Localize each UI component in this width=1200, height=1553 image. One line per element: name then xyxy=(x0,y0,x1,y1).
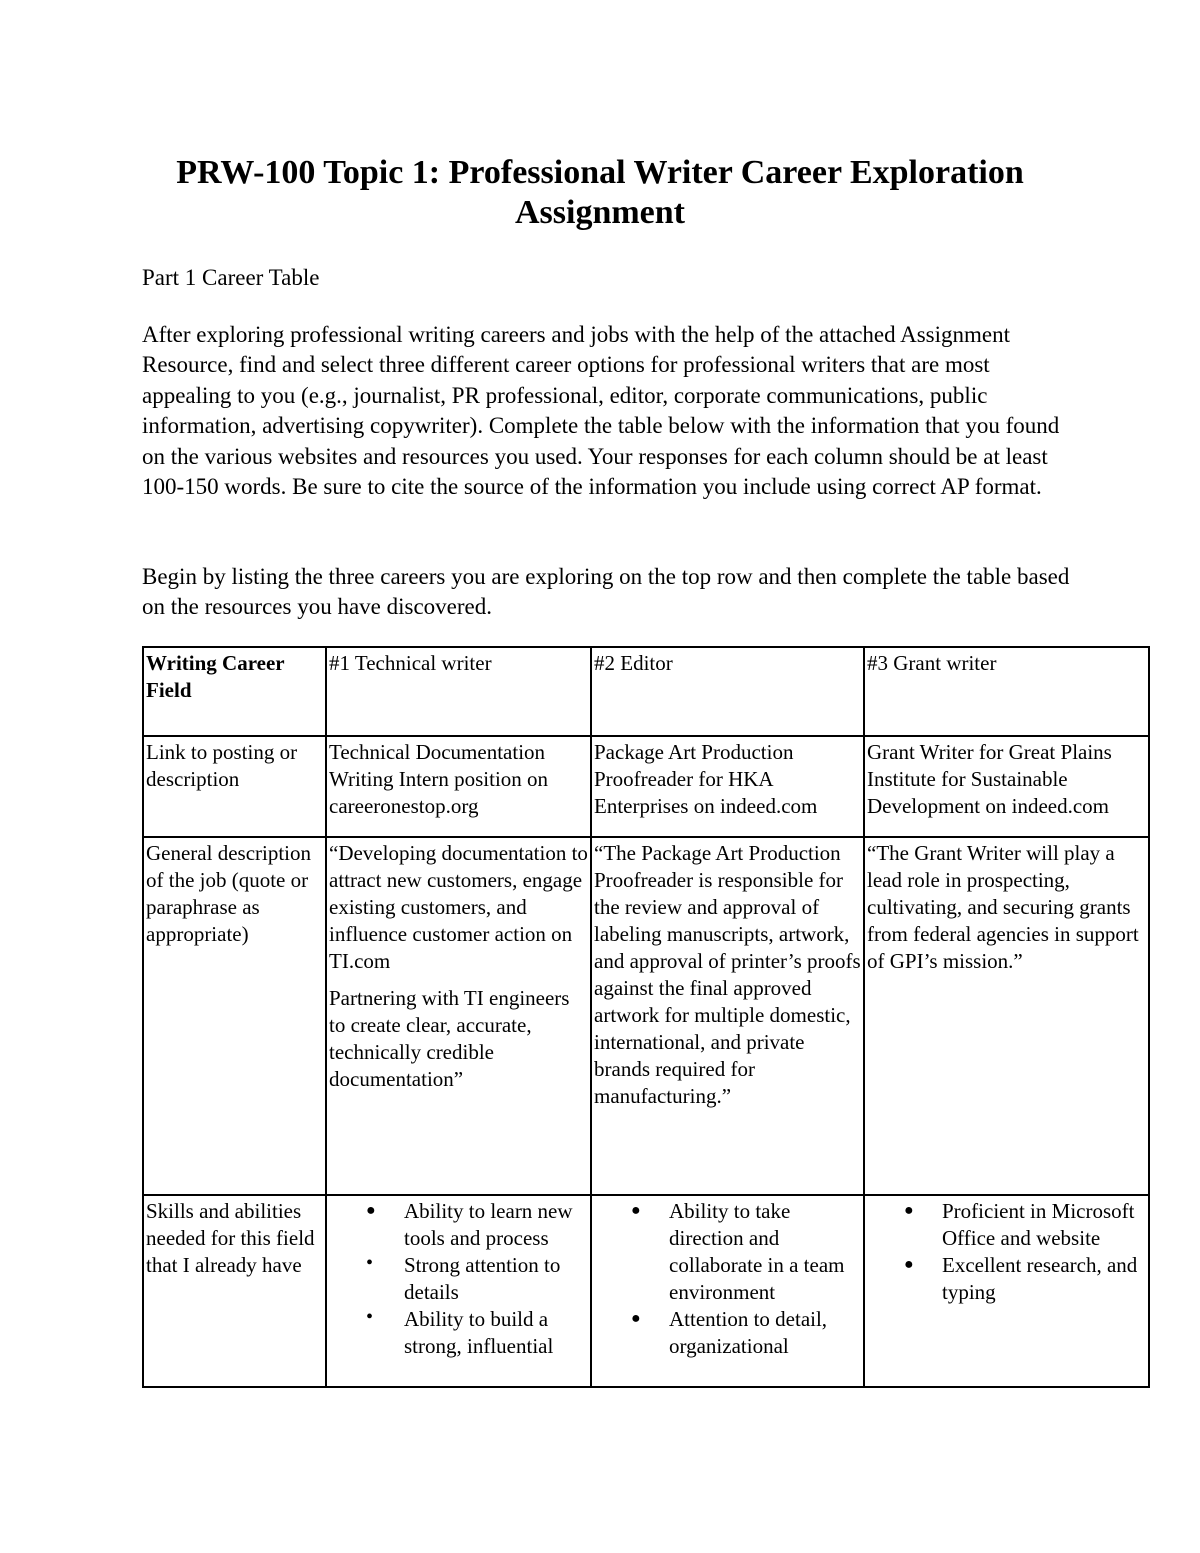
career1-header-cell: #1 Technical writer xyxy=(326,647,591,736)
document-title: PRW-100 Topic 1: Professional Writer Career Exploration Assignment xyxy=(176,154,1024,231)
career1-description-cell xyxy=(326,837,591,1195)
table-row-header xyxy=(143,647,1149,736)
table-row-link xyxy=(143,736,1149,837)
career2-header-cell: #2 Editor xyxy=(591,647,864,736)
career3-header-cell: #3 Grant writer xyxy=(864,647,1149,736)
part-heading: Part 1 Career Table xyxy=(142,265,320,290)
career1-description-part1: “Developing documentation to attract new customers, engage existing customers, and influence customer action on TI.com xyxy=(329,841,588,973)
list-item: • Strong attention to details xyxy=(404,1252,588,1306)
career-table xyxy=(142,646,1150,1388)
field-label-cell: Writing Career Field xyxy=(143,647,326,736)
description-label-cell: General description of the job (quote or paraphrase as appropriate) xyxy=(143,837,326,1195)
career2-description-cell: “The Package Art Production Proofreader is responsible for the review and approval of labeling manuscripts, artwork, and approval of printer’s proofs against the final approved artwork for multiple domestic, international, and private brands required for manufacturing.” xyxy=(591,837,864,1195)
career2-link-cell: Package Art Production Proofreader for HKA Enterprises on indeed.com xyxy=(591,736,864,837)
list-item: ● Ability to take direction and collaborate in a team environment xyxy=(669,1198,861,1306)
list-item: ● Attention to detail, organizational xyxy=(669,1306,861,1360)
career2-skills-list xyxy=(594,1198,861,1360)
career3-description-cell: “The Grant Writer will play a lead role in prospecting, cultivating, and securing grants from federal agencies in support of GPI’s mission.” xyxy=(864,837,1149,1195)
list-item: ● Proficient in Microsoft Office and website xyxy=(942,1198,1146,1252)
list-item: ● Ability to learn new tools and process xyxy=(404,1198,588,1252)
career3-skills-list xyxy=(867,1198,1146,1306)
table-row-skills xyxy=(143,1195,1149,1387)
list-item: ● Excellent research, and typing xyxy=(942,1252,1146,1306)
list-item: • Ability to build a strong, influential xyxy=(404,1306,588,1360)
instructions-paragraph: After exploring professional writing careers and jobs with the help of the attached Assignment Resource, find and select three different career options for professional writers that are most appealing to you (e.g., journalist, PR professional, editor, corporate communications, public information, advertising copywriter). Complete the table below with the information that you found on the various websites and resources you used. Your responses for each column should be at least 100-150 words. Be sure to cite the source of the information you include using correct AP format. xyxy=(142,322,1060,500)
career1-skills-cell xyxy=(326,1195,591,1387)
listing-paragraph: Begin by listing the three careers you are exploring on the top row and then complete the table based on the resources you have discovered. xyxy=(142,564,1070,620)
career1-description-part2: Partnering with TI engineers to create clear, accurate, technically credible documentation” xyxy=(329,986,570,1091)
career1-link-cell: Technical Documentation Writing Intern position on careeronestop.org xyxy=(326,736,591,837)
table-row-description xyxy=(143,837,1149,1195)
career1-skills-list xyxy=(329,1198,588,1360)
skills-label-cell: Skills and abilities needed for this field that I already have xyxy=(143,1195,326,1387)
career3-link-cell: Grant Writer for Great Plains Institute for Sustainable Development on indeed.com xyxy=(864,736,1149,837)
link-label-cell: Link to posting or description xyxy=(143,736,326,837)
career2-skills-cell xyxy=(591,1195,864,1387)
career3-skills-cell xyxy=(864,1195,1149,1387)
